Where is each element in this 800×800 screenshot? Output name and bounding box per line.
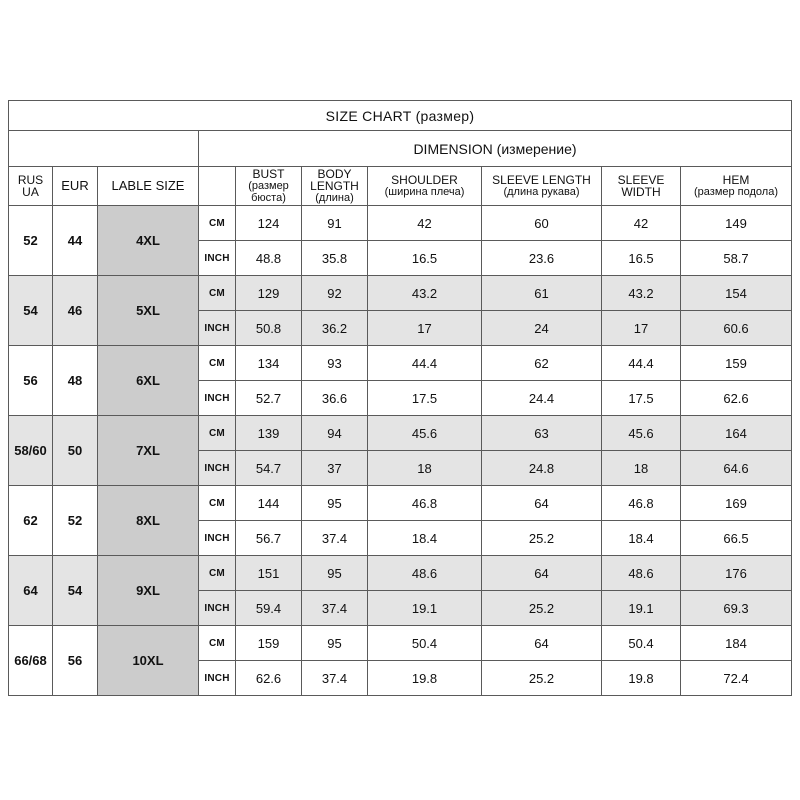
- unit-cell: CM: [199, 416, 236, 451]
- sleeve-width-value-cell: 19.8: [602, 661, 681, 696]
- header-sleeve-length-line2: (длина рукава): [503, 186, 580, 198]
- header-shoulder: [368, 167, 482, 206]
- header-sleeve-width-line1: SLEEVE: [617, 173, 665, 187]
- header-bust: [236, 167, 302, 206]
- shoulder-value-cell: 43.2: [368, 276, 482, 311]
- sleeve-length-value-cell: 64: [482, 556, 602, 591]
- shoulder-value-cell: 17: [368, 311, 482, 346]
- header-sleeve-length-line1: SLEEVE LENGTH: [492, 173, 591, 187]
- shoulder-value-cell: 42: [368, 206, 482, 241]
- sleeve-width-value-cell: 17.5: [602, 381, 681, 416]
- eur-size-cell: 44: [53, 206, 98, 276]
- sleeve-width-value-cell: 44.4: [602, 346, 681, 381]
- hem-value-cell: 60.6: [681, 311, 792, 346]
- bust-value-cell: 159: [236, 626, 302, 661]
- body-length-value-cell: 37.4: [302, 591, 368, 626]
- header-hem-line2: (размер подола): [694, 186, 778, 198]
- sleeve-length-value-cell: 25.2: [482, 521, 602, 556]
- shoulder-value-cell: 46.8: [368, 486, 482, 521]
- header-shoulder-line2: (ширина плеча): [384, 186, 465, 198]
- eur-size-cell: 52: [53, 486, 98, 556]
- sleeve-length-value-cell: 24: [482, 311, 602, 346]
- header-sleeve-length: [482, 167, 602, 206]
- body-length-value-cell: 94: [302, 416, 368, 451]
- hem-value-cell: 184: [681, 626, 792, 661]
- table-row: [9, 556, 792, 591]
- eur-size-cell: 54: [53, 556, 98, 626]
- body-length-value-cell: 93: [302, 346, 368, 381]
- sleeve-width-value-cell: 17: [602, 311, 681, 346]
- label-size-cell: 10XL: [98, 626, 199, 696]
- bust-value-cell: 59.4: [236, 591, 302, 626]
- bust-value-cell: 151: [236, 556, 302, 591]
- header-shoulder-line1: SHOULDER: [391, 173, 458, 187]
- hem-value-cell: 66.5: [681, 521, 792, 556]
- rus-size-cell: 56: [9, 346, 53, 416]
- bust-value-cell: 62.6: [236, 661, 302, 696]
- bust-value-cell: 50.8: [236, 311, 302, 346]
- header-rus-line2: UA: [22, 185, 39, 199]
- shoulder-value-cell: 44.4: [368, 346, 482, 381]
- sleeve-width-value-cell: 16.5: [602, 241, 681, 276]
- rus-size-cell: 62: [9, 486, 53, 556]
- sleeve-width-value-cell: 45.6: [602, 416, 681, 451]
- header-rus-ua: [9, 167, 53, 206]
- hem-value-cell: 154: [681, 276, 792, 311]
- header-hem: [681, 167, 792, 206]
- hem-value-cell: 64.6: [681, 451, 792, 486]
- sleeve-width-value-cell: 50.4: [602, 626, 681, 661]
- rus-size-cell: 54: [9, 276, 53, 346]
- eur-size-cell: 50: [53, 416, 98, 486]
- table-row: [9, 626, 792, 661]
- shoulder-value-cell: 18.4: [368, 521, 482, 556]
- bust-value-cell: 54.7: [236, 451, 302, 486]
- bust-value-cell: 129: [236, 276, 302, 311]
- sleeve-width-value-cell: 19.1: [602, 591, 681, 626]
- sleeve-length-value-cell: 23.6: [482, 241, 602, 276]
- unit-cell: CM: [199, 486, 236, 521]
- header-body-length-line3: (длина): [315, 192, 354, 204]
- unit-cell: INCH: [199, 311, 236, 346]
- table-row: [9, 416, 792, 451]
- shoulder-value-cell: 50.4: [368, 626, 482, 661]
- eur-size-cell: 46: [53, 276, 98, 346]
- shoulder-value-cell: 45.6: [368, 416, 482, 451]
- unit-cell: INCH: [199, 241, 236, 276]
- hem-value-cell: 62.6: [681, 381, 792, 416]
- sleeve-length-value-cell: 24.4: [482, 381, 602, 416]
- body-length-value-cell: 36.2: [302, 311, 368, 346]
- header-body-length-line2: LENGTH: [310, 179, 359, 193]
- unit-cell: CM: [199, 626, 236, 661]
- unit-cell: CM: [199, 206, 236, 241]
- unit-cell: CM: [199, 276, 236, 311]
- body-length-value-cell: 37.4: [302, 661, 368, 696]
- sleeve-length-value-cell: 24.8: [482, 451, 602, 486]
- hem-value-cell: 176: [681, 556, 792, 591]
- hem-value-cell: 58.7: [681, 241, 792, 276]
- unit-cell: INCH: [199, 591, 236, 626]
- hem-value-cell: 72.4: [681, 661, 792, 696]
- shoulder-value-cell: 18: [368, 451, 482, 486]
- body-length-value-cell: 91: [302, 206, 368, 241]
- label-size-cell: 5XL: [98, 276, 199, 346]
- body-length-value-cell: 95: [302, 556, 368, 591]
- unit-cell: INCH: [199, 661, 236, 696]
- body-length-value-cell: 37.4: [302, 521, 368, 556]
- sleeve-width-value-cell: 18.4: [602, 521, 681, 556]
- chart-title: SIZE CHART (размер): [9, 101, 792, 131]
- hem-value-cell: 169: [681, 486, 792, 521]
- blank-header-cell: [9, 131, 199, 167]
- shoulder-value-cell: 19.8: [368, 661, 482, 696]
- bust-value-cell: 139: [236, 416, 302, 451]
- body-length-value-cell: 36.6: [302, 381, 368, 416]
- body-length-value-cell: 37: [302, 451, 368, 486]
- header-sleeve-width-line2: WIDTH: [621, 185, 661, 199]
- hem-value-cell: 149: [681, 206, 792, 241]
- label-size-cell: 7XL: [98, 416, 199, 486]
- sleeve-length-value-cell: 60: [482, 206, 602, 241]
- size-chart-table: [8, 100, 792, 696]
- header-body-length-line1: BODY: [317, 167, 352, 181]
- dimension-title: DIMENSION (измерение): [199, 131, 792, 167]
- body-length-value-cell: 35.8: [302, 241, 368, 276]
- label-size-cell: 8XL: [98, 486, 199, 556]
- sleeve-length-value-cell: 25.2: [482, 661, 602, 696]
- sleeve-width-value-cell: 46.8: [602, 486, 681, 521]
- hem-value-cell: 164: [681, 416, 792, 451]
- header-body-length: [302, 167, 368, 206]
- bust-value-cell: 144: [236, 486, 302, 521]
- unit-cell: CM: [199, 556, 236, 591]
- rus-size-cell: 58/60: [9, 416, 53, 486]
- body-length-value-cell: 95: [302, 626, 368, 661]
- unit-cell: INCH: [199, 381, 236, 416]
- sleeve-length-value-cell: 25.2: [482, 591, 602, 626]
- body-length-value-cell: 92: [302, 276, 368, 311]
- table-row: [9, 346, 792, 381]
- label-size-cell: 9XL: [98, 556, 199, 626]
- label-size-cell: 4XL: [98, 206, 199, 276]
- bust-value-cell: 52.7: [236, 381, 302, 416]
- sleeve-length-value-cell: 64: [482, 486, 602, 521]
- rus-size-cell: 64: [9, 556, 53, 626]
- sleeve-length-value-cell: 64: [482, 626, 602, 661]
- hem-value-cell: 69.3: [681, 591, 792, 626]
- bust-value-cell: 48.8: [236, 241, 302, 276]
- bust-value-cell: 56.7: [236, 521, 302, 556]
- eur-size-cell: 48: [53, 346, 98, 416]
- unit-cell: INCH: [199, 521, 236, 556]
- table-row: [9, 206, 792, 241]
- header-eur: EUR: [53, 167, 98, 206]
- bust-value-cell: 134: [236, 346, 302, 381]
- sleeve-length-value-cell: 63: [482, 416, 602, 451]
- shoulder-value-cell: 19.1: [368, 591, 482, 626]
- sleeve-width-value-cell: 43.2: [602, 276, 681, 311]
- header-bust-line2: (размер: [248, 180, 289, 192]
- header-unit-blank: [199, 167, 236, 206]
- rus-size-cell: 66/68: [9, 626, 53, 696]
- sleeve-width-value-cell: 18: [602, 451, 681, 486]
- eur-size-cell: 56: [53, 626, 98, 696]
- body-length-value-cell: 95: [302, 486, 368, 521]
- sleeve-width-value-cell: 42: [602, 206, 681, 241]
- shoulder-value-cell: 17.5: [368, 381, 482, 416]
- header-hem-line1: HEM: [722, 173, 750, 187]
- shoulder-value-cell: 48.6: [368, 556, 482, 591]
- shoulder-value-cell: 16.5: [368, 241, 482, 276]
- unit-cell: INCH: [199, 451, 236, 486]
- header-sleeve-width: [602, 167, 681, 206]
- label-size-cell: 6XL: [98, 346, 199, 416]
- header-label-size: LABLE SIZE: [98, 167, 199, 206]
- sleeve-length-value-cell: 62: [482, 346, 602, 381]
- hem-value-cell: 159: [681, 346, 792, 381]
- rus-size-cell: 52: [9, 206, 53, 276]
- header-bust-line3: бюста): [251, 192, 286, 204]
- unit-cell: CM: [199, 346, 236, 381]
- sleeve-width-value-cell: 48.6: [602, 556, 681, 591]
- sleeve-length-value-cell: 61: [482, 276, 602, 311]
- header-rus-line1: RUS: [17, 173, 44, 187]
- header-bust-line1: BUST: [252, 167, 285, 181]
- table-row: [9, 486, 792, 521]
- bust-value-cell: 124: [236, 206, 302, 241]
- table-row: [9, 276, 792, 311]
